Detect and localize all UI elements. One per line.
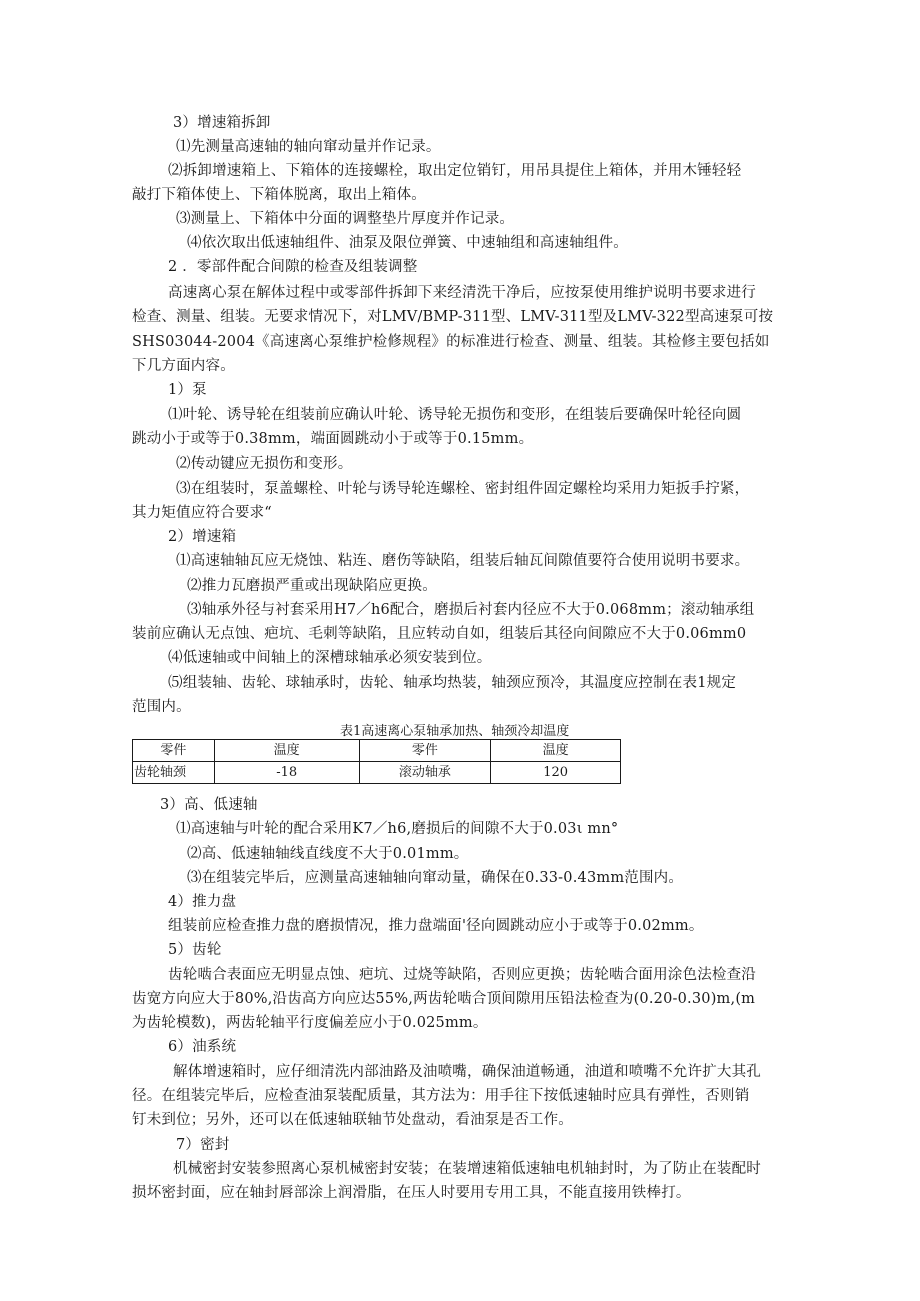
paragraph-line: ⑶轴承外径与衬套采用H7／h6配合，磨损后衬套内径应不大于0.068mm；滚动轴承组 bbox=[187, 602, 755, 618]
paragraph-line: ⑸组装轴、齿轮、球轴承时，齿轮、轴承均热装，轴颈应预冷，其温度应控制在表1规定 bbox=[168, 675, 737, 691]
paragraph-line: 为齿轮模数)，两齿轮轴平行度偏差应小于0.025mm。 bbox=[132, 1015, 488, 1031]
paragraph-line: 钉未到位；另外，还可以在低速轴联轴节处盘动，看油泵是否工作。 bbox=[132, 1112, 573, 1128]
paragraph-line: ⑵高、低速轴轴线直线度不大于0.01mm。 bbox=[187, 846, 469, 862]
heading-oil-system: 6）油系统 bbox=[168, 1039, 237, 1055]
paragraph-line: ⑴先测量高速轴的轴向窜动量并作记录。 bbox=[176, 139, 441, 155]
table-header-cell: 温度 bbox=[491, 740, 621, 762]
table-cell: 滚动轴承 bbox=[359, 762, 491, 784]
table-header-cell: 零件 bbox=[359, 740, 491, 762]
table-header-row bbox=[133, 740, 621, 762]
heading-seal: 7）密封 bbox=[176, 1137, 230, 1153]
paragraph-line: 组装前应检查推力盘的磨损情况，推力盘端面'径向圆跳动应小于或等于0.02mm。 bbox=[168, 918, 704, 934]
paragraph-line: 检查、测量、组装。无要求情况下，对LMV/BMP-311型、LMV-311型及LMV-322型高速泵可按 bbox=[132, 309, 774, 325]
paragraph-line: 跳动小于或等于0.38mm，端面圆跳动小于或等于0.15mm。 bbox=[132, 431, 534, 447]
heading-gearbox: 2）增速箱 bbox=[168, 529, 237, 545]
heading-gearbox-disassembly: 3）增速箱拆卸 bbox=[173, 115, 271, 131]
paragraph-line: ⑶在组装完毕后，应测量高速轴轴向窜动量，确保在0.33-0.43mm范围内。 bbox=[187, 870, 684, 886]
paragraph-line: ⑴叶轮、诱导轮在组装前应确认叶轮、诱导轮无损伤和变形，在组装后要确保叶轮径向圆 bbox=[168, 407, 742, 423]
table-cell: 120 bbox=[491, 762, 621, 784]
paragraph-line: ⑵传动键应无损伤和变形。 bbox=[176, 456, 353, 472]
paragraph-line: 解体增速箱时，应仔细清洗内部油路及油喷嘴，确保油道畅通，油道和喷嘴不允许扩大其孔 bbox=[173, 1064, 761, 1080]
paragraph-line: ⑵推力瓦磨损严重或出现缺陷应更换。 bbox=[187, 578, 437, 594]
paragraph-line: ⑴高速轴轴瓦应无烧蚀、粘连、磨伤等缺陷，组装后轴瓦间隙值要符合使用说明书要求。 bbox=[176, 553, 750, 569]
paragraph-line: 范围内。 bbox=[132, 699, 191, 715]
paragraph-line: 径。在组装完毕后，应检查油泵装配质量，其方法为：用手往下按低速轴时应具有弹性，否则销 bbox=[132, 1088, 750, 1104]
paragraph-line: 其力矩值应符合要求“ bbox=[132, 505, 272, 521]
heading-pump: 1）泵 bbox=[168, 382, 207, 398]
paragraph-line: ⑶在组装时，泵盖螺栓、叶轮与诱导轮连螺栓、密封组件固定螺栓均采用力矩扳手拧紧， bbox=[176, 481, 750, 497]
paragraph-line: 齿轮啮合表面应无明显点蚀、疤坑、过烧等缺陷，否则应更换；齿轮啮合面用涂色法检查沿 bbox=[168, 967, 756, 983]
paragraph-line: 高速离心泵在解体过程中或零部件拆卸下来经清洗干净后，应按泵使用维护说明书要求进行 bbox=[168, 285, 756, 301]
paragraph-line: ⑷低速轴或中间轴上的深槽球轴承必须安装到位。 bbox=[168, 650, 492, 666]
section-heading-fit-clearance: 2 ．零部件配合间隙的检查及组装调整 bbox=[168, 259, 418, 275]
paragraph-line: SHS03044-2004《高速离心泵维护检修规程》的标准进行检查、测量、组装。其检修主要包括如 bbox=[132, 334, 770, 350]
paragraph-line: ⑵拆卸增速箱上、下箱体的连接螺栓，取出定位销钉，用吊具提住上箱体，并用木锤轻轻 bbox=[168, 163, 742, 179]
heading-thrust-disc: 4）推力盘 bbox=[168, 894, 237, 910]
table-cell: 齿轮轴颈 bbox=[133, 762, 215, 784]
paragraph-line: 下几方面内容。 bbox=[132, 358, 235, 374]
paragraph-line: 装前应确认无点蚀、疤坑、毛刺等缺陷，且应转动自如，组装后其径向间隙应不大于0.06mm0 bbox=[132, 626, 747, 642]
temperature-table bbox=[132, 739, 621, 784]
table-header-cell: 零件 bbox=[133, 740, 215, 762]
table-header-cell: 温度 bbox=[214, 740, 359, 762]
paragraph-line: ⑴高速轴与叶轮的配合采用K7／h6,磨损后的间隙不大于0.03ι mn° bbox=[176, 821, 619, 837]
paragraph-line: 敲打下箱体使上、下箱体脱离，取出上箱体。 bbox=[132, 187, 426, 203]
table-row bbox=[133, 762, 621, 784]
paragraph-line: 齿宽方向应大于80%,沿齿高方向应达55%,两齿轮啮合顶间隙用压铅法检查为(0.20-0.30)m,(m bbox=[132, 991, 756, 1007]
table-cell: -18 bbox=[214, 762, 359, 784]
heading-shafts: 3）高、低速轴 bbox=[160, 797, 258, 813]
heading-gears: 5）齿轮 bbox=[168, 942, 222, 958]
paragraph-line: ⑶测量上、下箱体中分面的调整垫片厚度并作记录。 bbox=[176, 211, 515, 227]
paragraph-line: 机械密封安装参照离心泵机械密封安装；在装增速箱低速轴电机轴封时，为了防止在装配时 bbox=[173, 1161, 761, 1177]
paragraph-line: 损坏密封面，应在轴封唇部涂上润滑脂，在压人时要用专用工具，不能直接用铁棒打。 bbox=[132, 1185, 691, 1201]
paragraph-line: ⑷依次取出低速轴组件、油泵及限位弹簧、中速轴组和高速轴组件。 bbox=[187, 235, 628, 251]
table-caption: 表1高速离心泵轴承加热、轴颈冷却温度 bbox=[340, 724, 570, 739]
